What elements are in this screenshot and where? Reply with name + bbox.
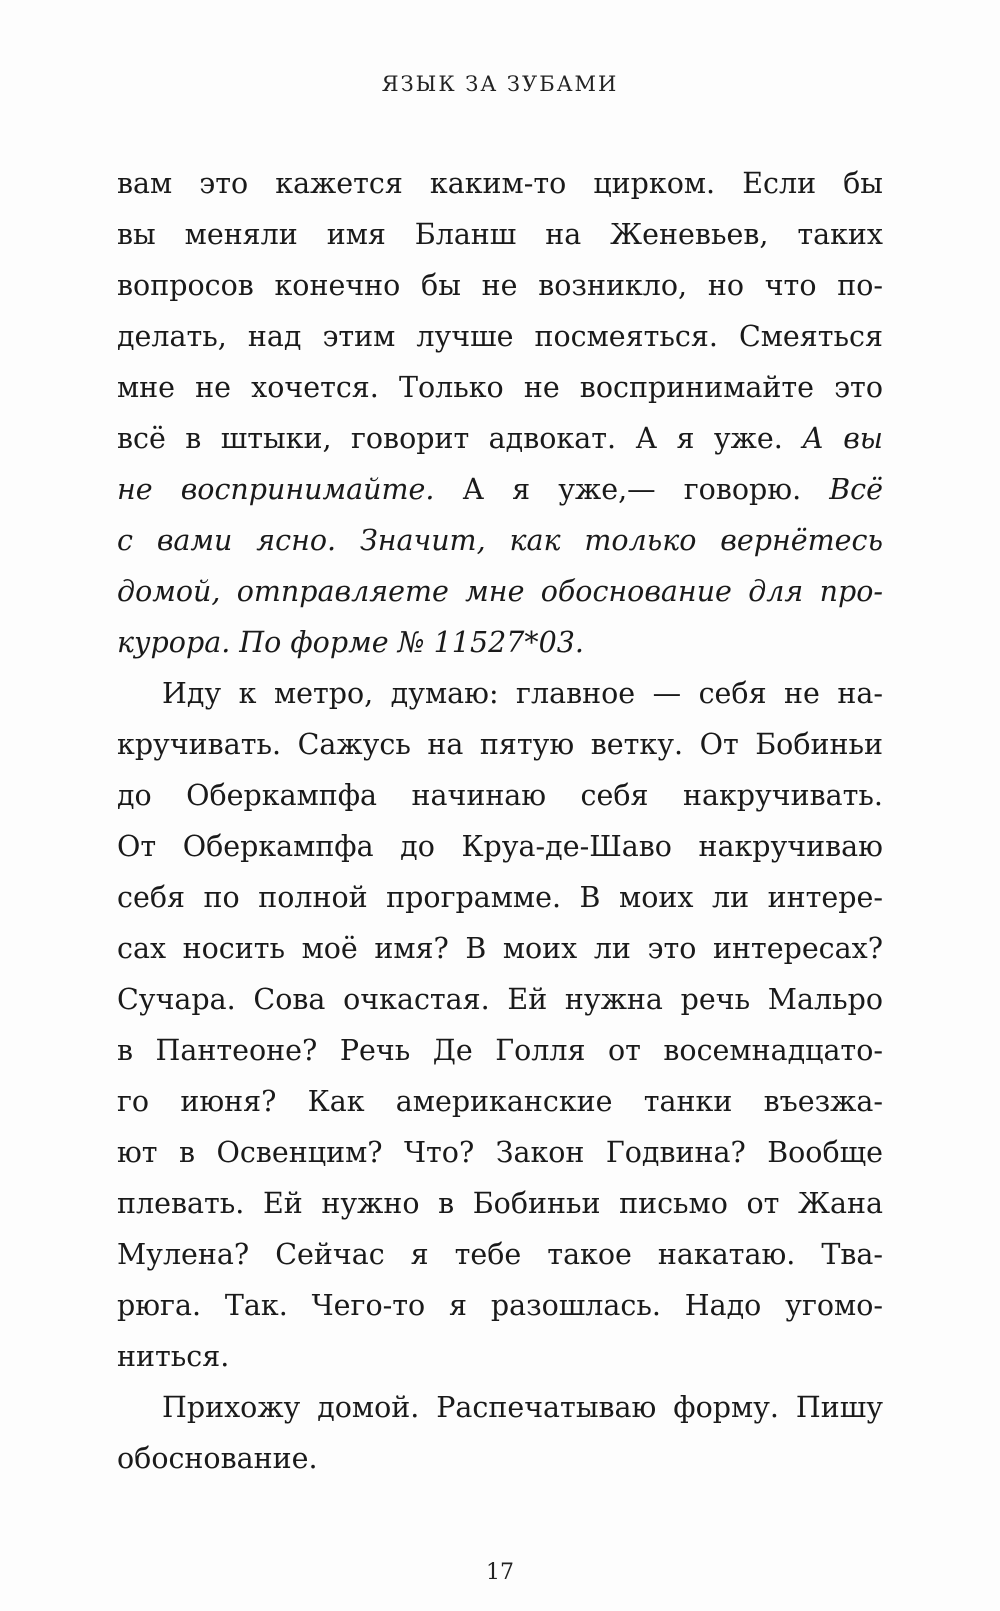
text-line (117, 1178, 883, 1229)
text-line (117, 311, 883, 362)
italic-run: А вы (802, 422, 884, 455)
text-line (117, 1433, 883, 1484)
text-line (117, 1229, 883, 1280)
text-run: ниться. (117, 1340, 230, 1373)
text-run: вы меняли имя Бланш на Женевьев, таких (117, 218, 883, 251)
text-run: А я уже,— говорю. (434, 473, 830, 506)
text-run: Сучара. Сова очкастая. Ей нужна речь Мальро (117, 983, 883, 1016)
text-line (117, 719, 883, 770)
text-run: кручивать. Сажусь на пятую ветку. От Бобиньи (117, 728, 883, 761)
text-line (117, 158, 883, 209)
italic-run: не воспринимайте. (117, 473, 435, 506)
text-line (117, 617, 883, 668)
text-run: мне не хочется. Только не воспринимайте это (117, 371, 883, 404)
text-line (117, 1025, 883, 1076)
text-run: себя по полной программе. В моих ли интере- (117, 881, 883, 914)
text-run: всё в штыки, говорит адвокат. А я уже. (117, 422, 803, 455)
text-run: вам это кажется каким-то цирком. Если бы (117, 167, 883, 200)
text-run: плевать. Ей нужно в Бобиньи письмо от Жана (117, 1187, 883, 1220)
text-line (117, 974, 883, 1025)
text-line (117, 260, 883, 311)
text-line (117, 770, 883, 821)
text-line (117, 821, 883, 872)
text-line (117, 872, 883, 923)
text-run: Мулена? Сейчас я тебе такое накатаю. Тва- (117, 1238, 883, 1271)
text-run: до Оберкампфа начинаю себя накручивать. (117, 779, 883, 812)
page-number: 17 (486, 1560, 514, 1585)
text-line (117, 362, 883, 413)
text-run: в Пантеоне? Речь Де Голля от восемнадцато- (117, 1034, 883, 1067)
text-line (117, 413, 883, 464)
text-line (117, 1382, 883, 1433)
text-run: делать, над этим лучше посмеяться. Смеяться (117, 320, 883, 353)
italic-run: курора. По форме № 11527*03. (117, 626, 584, 659)
text-line (117, 1331, 883, 1382)
text-run: Иду к метро, думаю: главное — себя не на- (162, 677, 883, 710)
text-run: обоснование. (117, 1442, 318, 1475)
text-run: ют в Освенцим? Что? Закон Годвина? Вообще (117, 1136, 883, 1169)
paragraph (117, 668, 883, 1382)
text-line (117, 923, 883, 974)
paragraph (117, 158, 883, 668)
text-line (117, 1127, 883, 1178)
text-line (117, 668, 883, 719)
paragraph (117, 1382, 883, 1484)
text-run: От Оберкампфа до Круа-де-Шаво накручиваю (117, 830, 883, 863)
text-line (117, 1280, 883, 1331)
text-run: рюга. Так. Чего-то я разошлась. Надо угомо- (117, 1289, 883, 1322)
text-line (117, 464, 883, 515)
text-line (117, 515, 883, 566)
running-head: ЯЗЫК ЗА ЗУБАМИ (381, 72, 619, 96)
text-line (117, 566, 883, 617)
text-run: сах носить моё имя? В моих ли это интересах? (117, 932, 883, 965)
text-run: вопросов конечно бы не возникло, но что по- (117, 269, 883, 302)
text-run: Прихожу домой. Распечатываю форму. Пишу (162, 1391, 883, 1424)
italic-run: с вами ясно. Значит, как только вернётесь (117, 524, 883, 557)
italic-run: Всё (829, 473, 883, 506)
text-run: го июня? Как американские танки въезжа- (117, 1085, 883, 1118)
italic-run: домой, отправляете мне обоснование для про- (117, 575, 883, 608)
body-text (117, 158, 883, 1484)
text-line (117, 1076, 883, 1127)
text-line (117, 209, 883, 260)
